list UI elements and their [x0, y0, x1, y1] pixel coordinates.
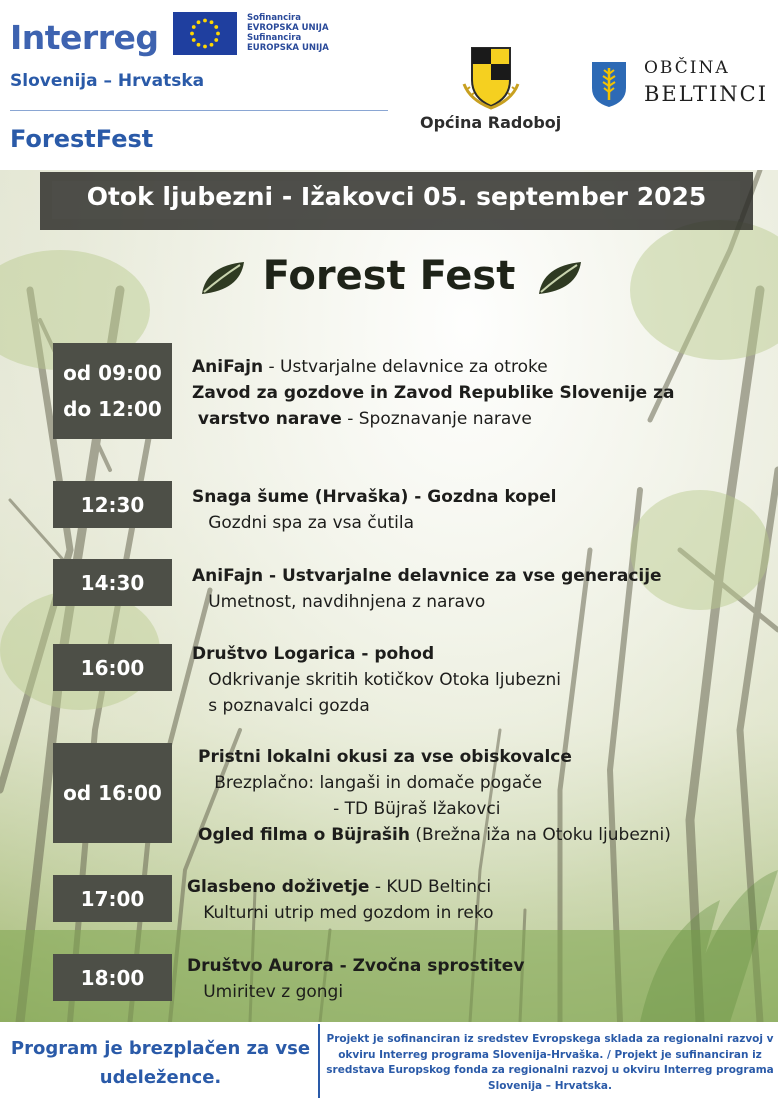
eu-cofinance-text	[247, 13, 329, 53]
eu-sl: EVROPSKA UNIJA	[247, 23, 329, 33]
event-line	[187, 979, 524, 1005]
event-detail: - TD Büjraš Ižakovci	[198, 799, 501, 819]
time-label: do 12:00	[63, 397, 162, 421]
event-detail: Odkrivanje skritih kotičkov Otoka ljubezni	[192, 670, 561, 690]
event-line	[192, 667, 561, 693]
interreg-logo: Interreg	[10, 18, 159, 57]
event-line	[192, 380, 675, 406]
event-line	[198, 796, 671, 822]
event-line	[198, 744, 671, 770]
event-line	[192, 693, 561, 719]
free-program-note: Program je brezplačen za vse udeležence.	[10, 1038, 311, 1088]
event-description	[192, 354, 675, 432]
eu-flag-icon	[173, 12, 237, 55]
event-detail: Gozdni spa za vsa čutila	[192, 513, 415, 533]
event-line	[198, 822, 671, 848]
footer-divider	[318, 1024, 320, 1098]
time-slot	[53, 343, 172, 439]
header	[0, 0, 778, 170]
event-description	[187, 874, 494, 926]
event-line	[187, 900, 494, 926]
event-detail: (Brežna iža na Otoku ljubezni)	[410, 825, 671, 845]
event-line	[192, 510, 557, 536]
event-line	[192, 641, 561, 667]
program-region: Slovenija – Hrvatska	[10, 71, 205, 91]
time-slot	[53, 875, 172, 922]
beltinci-line2: BELTINCI	[644, 82, 769, 106]
event-detail: - KUD Beltinci	[369, 877, 492, 897]
time-label: 18:00	[80, 965, 145, 990]
time-slot	[53, 743, 172, 843]
event-description	[192, 484, 557, 536]
time-label: od 16:00	[63, 781, 162, 805]
event-description	[192, 641, 561, 719]
event-name: AniFajn	[192, 357, 264, 377]
funding-note: Projekt je sofinanciran iz sredstev Evropskega sklada za regionalni razvoj v okviru Interreg programa Slovenija-Hrvaška. / Projekt je sufinanciran iz sredstava Europskog fonda za regionalni razvoj u okviru Interreg programa Slovenija – Hrvatska.	[326, 1033, 774, 1092]
event-line	[198, 770, 671, 796]
event-detail: - Ustvarjalne delavnice za otroke	[263, 357, 548, 377]
event-name: Zavod za gozdove in Zavod Republike Slovenije za	[192, 383, 675, 403]
time-slot	[53, 954, 172, 1001]
event-detail: Brezplačno: langaši in domače pogače	[198, 773, 543, 793]
time-slot	[53, 644, 172, 691]
time-label: 17:00	[80, 886, 145, 911]
event-name: Ogled filma o Büjraših	[198, 825, 410, 845]
event-line	[192, 589, 662, 615]
event-line	[192, 354, 675, 380]
footer	[0, 1022, 778, 1100]
event-name: Snaga šume (Hrvaška) - Gozdna kopel	[192, 487, 557, 507]
event-line	[192, 484, 557, 510]
date-banner: Otok ljubezni - Ižakovci 05. september 2025	[86, 182, 707, 211]
event-description	[192, 563, 662, 615]
radoboj-crest-icon	[462, 44, 520, 110]
event-title: Forest Fest	[262, 253, 516, 299]
event-name: Pristni lokalni okusi za vse obiskovalce	[198, 747, 572, 767]
radoboj-name: Općina Radoboj	[420, 113, 562, 132]
event-description	[187, 953, 524, 1005]
event-line	[187, 953, 524, 979]
eu-hr: EUROPSKA UNIJA	[247, 43, 329, 53]
beltinci-line1: OBČINA	[644, 58, 730, 78]
event-detail: - Spoznavanje narave	[341, 409, 532, 429]
event-name: varstvo narave	[192, 409, 342, 429]
event-detail: s poznavalci gozda	[192, 696, 370, 716]
time-label: od 09:00	[63, 361, 162, 385]
event-detail: Kulturni utrip med gozdom in reko	[187, 903, 494, 923]
cofinance-hr: Sufinancira	[247, 33, 302, 43]
project-name: ForestFest	[10, 125, 154, 153]
time-label: 12:30	[80, 492, 145, 517]
event-name: AniFajn - Ustvarjalne delavnice za vse generacije	[192, 566, 662, 586]
event-line	[192, 563, 662, 589]
leaf-icon	[537, 260, 583, 296]
time-slot	[53, 481, 172, 528]
cofinance-sl: Sofinancira	[247, 13, 301, 23]
event-detail: Umetnost, navdihnjena z naravo	[192, 592, 486, 612]
beltinci-crest-icon	[590, 60, 628, 108]
event-description	[198, 744, 671, 848]
event-line	[192, 406, 675, 432]
time-label: 16:00	[80, 655, 145, 680]
event-line	[187, 874, 494, 900]
event-name: Društvo Logarica - pohod	[192, 644, 435, 664]
time-slot	[53, 559, 172, 606]
time-label: 14:30	[80, 570, 145, 595]
poster	[0, 170, 778, 1022]
header-divider	[10, 110, 388, 111]
event-detail: Umiritev z gongi	[187, 982, 344, 1002]
event-name: Društvo Aurora - Zvočna sprostitev	[187, 956, 525, 976]
event-name: Glasbeno doživetje	[187, 877, 370, 897]
